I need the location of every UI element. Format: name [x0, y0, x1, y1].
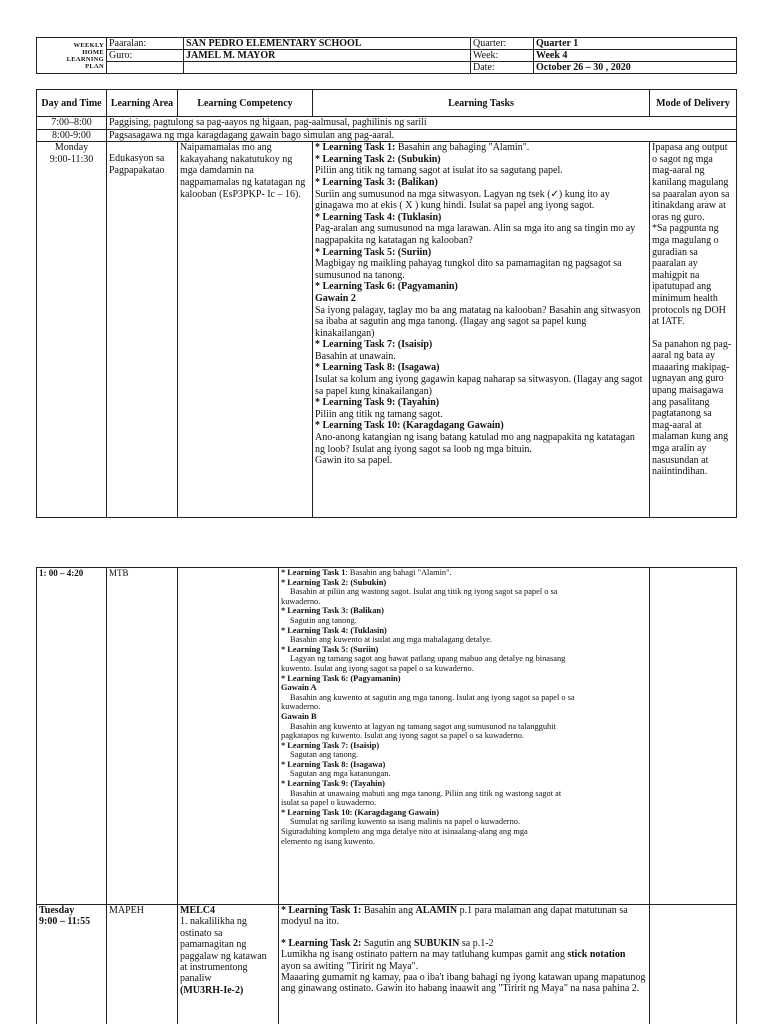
- task-line: [281, 731, 647, 741]
- task-line: [281, 798, 647, 808]
- task-text: Siguraduhing kompleto ang mga detalye nito at isinaalang-alang ang mga: [281, 827, 528, 837]
- mtb-time-cell: 1: 00 – 4:20: [37, 568, 107, 905]
- task-line: [315, 247, 647, 259]
- col-header-area: Learning Area: [107, 90, 178, 117]
- task-title: * Learning Task 1:: [315, 142, 396, 154]
- task-line: [315, 397, 647, 409]
- plan-title: WEEKLY HOME LEARNING PLAN: [37, 38, 107, 74]
- schedule-table: [36, 89, 737, 518]
- task-title: * Learning Task 2: (Subukin): [315, 153, 441, 165]
- task-line: [315, 339, 647, 351]
- task-text: Piliin ang titik ng tamang sagot.: [315, 408, 443, 420]
- guro-label: Guro:: [107, 50, 184, 62]
- task-text: Piliin ang titik ng tamang sagot at isulat ito sa sagutang papel.: [315, 165, 563, 177]
- quarter-value: Quarter 1: [534, 38, 737, 50]
- week-label: Week:: [471, 50, 534, 62]
- activity-cell: Paggising, pagtulong sa pag-aayos ng higaan, pag-aalmusal, paghilinis ng sarili: [107, 117, 737, 130]
- task-line: [315, 189, 647, 212]
- task-title: Gawain 2: [315, 292, 356, 304]
- task-line: [315, 420, 647, 432]
- task-title: * Learning Task 8: (Isagawa): [315, 362, 440, 374]
- day-label: Monday: [54, 142, 89, 154]
- learning-tasks-cell: [313, 142, 650, 518]
- tue-competency-cell: MELC4 1. nakalilikha ng ostinato sa pamamagitan ng paggalaw ng katawan at instrumentong panaliw (MU3RH-Ie-2): [178, 905, 279, 1024]
- task-text: kuwento. Isulat ang iyong sagot sa papel o sa kuwaderno.: [281, 663, 474, 673]
- empty-cell: [650, 568, 737, 905]
- competency-cell: Naipamamalas mo ang kakayahang nakatutukoy ng mga damdamin na nagpamamalas ng katatagan ng kalooban (EsP3PKP- Ic – 16).: [178, 142, 313, 518]
- empty-cell: [184, 62, 471, 74]
- task-line: [281, 587, 647, 597]
- monday-time-cell: [37, 142, 107, 518]
- task-line: [315, 362, 647, 374]
- task-text: Gawin ito sa papel.: [315, 455, 393, 467]
- task-text: Basahin at unawain.: [315, 350, 396, 362]
- task-title: * Learning Task 1: [281, 568, 346, 577]
- task-text: Pag-aralan ang sumusunod na mga larawan. Alin sa mga ito ang sa tingin mo ay nagpapakita ng katatagan ng kalooban?: [315, 223, 636, 246]
- paaralan-label: Paaralan:: [107, 38, 184, 50]
- tuesday-time-cell: Tuesday 9:00 – 11:55: [37, 905, 107, 1024]
- task-text: Ano-anong katangian ng isang batang katulad mo ang nagpapakita ng katatagan ng loob? Isulat ang iyong sagot sa loob ng mga bituin.: [315, 432, 635, 455]
- task-text: isulat sa papel o kuwaderno.: [281, 798, 377, 808]
- task-line: [281, 789, 647, 799]
- task-text: kuwaderno.: [281, 596, 321, 606]
- task-line: [281, 597, 647, 607]
- task-title: Gawain A: [281, 683, 317, 693]
- task-line: [315, 177, 647, 189]
- task-title: * Learning Task 4: (Tuklasin): [315, 211, 442, 223]
- task-title: * Learning Task 4: (Tuklasin): [281, 625, 387, 635]
- col-header-day: Day and Time: [37, 90, 107, 117]
- header-table: [36, 37, 737, 74]
- tue-area-cell: MAPEH: [107, 905, 178, 1024]
- task-text: Suriin ang sumusunod na mga sitwasyon. Lagyan ng tsek (✓) kung ito ay ginagawa mo at ekis ( X ) kung hindi. Isulat sa papel ang iyong sagot.: [315, 188, 610, 212]
- schedule-table-continued: [36, 567, 737, 1024]
- task-line: [281, 606, 647, 616]
- task-text: Basahin at piliin ang wastong sagot. Isulat ang titik ng iyong sagot sa papel o sa: [290, 587, 558, 597]
- empty-cell: [650, 905, 737, 1024]
- task-line: [281, 837, 647, 847]
- task-title: * Learning Task 10: (Karagdagang Gawain): [315, 420, 504, 432]
- task-line: [281, 578, 647, 588]
- task-text: kuwaderno.: [281, 702, 321, 712]
- task-line: [315, 281, 647, 293]
- task-title: * Learning Task 7: (Isaisip): [281, 740, 380, 750]
- task-title: * Learning Task 5: (Suriin): [281, 644, 379, 654]
- task-text: Sagutin ang tanong.: [290, 615, 357, 625]
- task-line: [281, 808, 647, 818]
- task-title: * Learning Task 6: (Pagyamanin): [281, 673, 401, 683]
- activity-cell: Pagsasagawa ng mga karagdagang gawain bago simulan ang pag-aaral.: [107, 129, 737, 142]
- col-header-competency: Learning Competency: [178, 90, 313, 117]
- task-line: [315, 374, 647, 397]
- date-value: October 26 – 30 , 2020: [534, 62, 737, 74]
- task-text: Sumulat ng sariling kuwento sa isang malinis na papel o kuwaderno.: [290, 817, 521, 827]
- task-line: [281, 626, 647, 636]
- task-text: Basahin at unawaing mabuti ang mga tanong. Piliin ang titik ng wastong sagot at: [290, 788, 562, 798]
- task-text: Basahin ang bahaging "Alamin".: [395, 142, 530, 154]
- task-line: [281, 722, 647, 732]
- task-text: Basahin ang kuwento at lagyan ng tamang sagot ang sumusunod na talangguhit: [290, 721, 556, 731]
- task-line: [281, 645, 647, 655]
- guro-value: JAMEL M. MAYOR: [184, 50, 471, 62]
- task-line: [281, 741, 647, 751]
- task-title: * Learning Task 3: (Balikan): [281, 606, 384, 616]
- task-text: Magbigay ng maikling pahayag tungkol dito sa pamamagitan ng pagsagot sa sumusunod na tanong.: [315, 258, 622, 281]
- delivery-cell: Ipapasa ang output o sagot ng mga mag-aaral ng kanilang magulang sa paaralan ayon sa itinakdang araw at oras ng guro. *Sa pagpunta ng mga magulang o guradian sa paaralan ay mahigpit na ipatutupad ang minimum health protocols ng DOH at IATF. Sa panahon ng pag-aaral ng bata ay maaaring makipag-ugnayan ang guro upang maisagawa ang pasalitang pagtatanong sa mag-aaral at malaman kung ang mga aralin ay nasusundan at naiintindihan.: [650, 142, 737, 518]
- task-text: Basahin ang kuwento at sagutin ang mga tanong. Isulat ang iyong sagot sa papel o sa: [290, 692, 575, 702]
- task-line: [281, 702, 647, 712]
- task-text: Sa iyong palagay, taglay mo ba ang matatag na kalooban? Basahin ang sitwasyon sa ibaba at sagutin ang mga tanong. (Ilagay ang sagot sa papel kung kinakailangan): [315, 304, 641, 339]
- task-text: elemento ng isang kuwento.: [281, 836, 375, 846]
- col-header-tasks: Learning Tasks: [313, 90, 650, 117]
- task-title: Gawain B: [281, 711, 317, 721]
- task-line: [281, 664, 647, 674]
- time-cell: 7:00–8:00: [37, 117, 107, 130]
- task-title: * Learning Task 7: (Isaisip): [315, 339, 433, 351]
- task-text: Sagutan ang tanong.: [290, 750, 359, 760]
- task-line: [315, 351, 647, 363]
- task-line: [315, 455, 647, 467]
- date-label: Date:: [471, 62, 534, 74]
- task-line: [315, 409, 647, 421]
- task-title: * Learning Task 2: (Subukin): [281, 577, 387, 587]
- task-line: [315, 142, 647, 154]
- task-line: [315, 258, 647, 281]
- task-title: * Learning Task 9: (Tayahin): [315, 397, 440, 409]
- mtb-area-cell: MTB: [107, 568, 178, 905]
- learning-area-cell: Edukasyon sa Pagpapakatao: [107, 142, 178, 518]
- task-line: [281, 683, 647, 693]
- task-line: [281, 616, 647, 626]
- time-cell: 8:00-9:00: [37, 129, 107, 142]
- tue-tasks-cell: * Learning Task 1: Basahin ang ALAMIN p.1 para malaman ang dapat matutunan sa modyul na ito. * Learning Task 2: Sagutin ang SUBUKIN sa p.1-2 Lumikha ng isang ostinato pattern na may tatluhang kumpas gamit ang stick notation ayon sa awiting "Tiririt ng Maya". Maaaring gumamit ng kamay, paa o iba't ibang bahagi ng iyong katawan upang mapatunog ang ginawang ostinato. Gawin ito habang inaawit ang "Tiririt ng Maya" na nasa pahina 2.: [279, 905, 650, 1024]
- task-line: [315, 305, 647, 340]
- task-text: Sagutan ang mga katanungan.: [290, 769, 391, 779]
- task-line: [315, 165, 647, 177]
- task-title: * Learning Task 3: (Balikan): [315, 176, 438, 188]
- task-title: * Learning Task 6: (Pagyamanin): [315, 281, 458, 293]
- task-text: pagkatapos ng kuwento. Isulat ang iyong sagot sa papel o sa kuwaderno.: [281, 731, 525, 741]
- task-text: Lagyan ng tamang sagot ang bawat patlang upang mabuo ang detalye ng binasang: [290, 654, 566, 664]
- week-value: Week 4: [534, 50, 737, 62]
- task-title: * Learning Task 5: (Suriin): [315, 246, 432, 258]
- task-line: [281, 693, 647, 703]
- task-line: [281, 827, 647, 837]
- task-text: : Basahin ang bahagi "Alamin".: [345, 568, 452, 577]
- task-title: * Learning Task 10: (Karagdagang Gawain): [281, 807, 439, 817]
- task-title: * Learning Task 9: (Tayahin): [281, 779, 385, 789]
- task-line: [281, 712, 647, 722]
- task-line: [281, 760, 647, 770]
- task-text: Isulat sa kolum ang iyong gagawin kapag naharap sa sitwasyon. (Ilagay ang sagot sa papel kung kinakailangan): [315, 374, 643, 397]
- task-line: [281, 568, 647, 578]
- mtb-tasks-cell: [279, 568, 650, 905]
- paaralan-value: SAN PEDRO ELEMENTARY SCHOOL: [184, 38, 471, 50]
- task-line: [315, 223, 647, 246]
- task-line: [315, 432, 647, 455]
- task-line: [281, 779, 647, 789]
- task-line: [281, 674, 647, 684]
- task-title: * Learning Task 8: (Isagawa): [281, 759, 386, 769]
- task-line: [315, 154, 647, 166]
- task-line: [281, 635, 647, 645]
- empty-cell: [178, 568, 279, 905]
- empty-cell: [107, 62, 184, 74]
- task-text: Basahin ang kuwento at isulat ang mga mahalagang detalye.: [290, 635, 493, 645]
- quarter-label: Quarter:: [471, 38, 534, 50]
- task-line: [281, 654, 647, 664]
- task-line: [315, 293, 647, 305]
- task-line: [281, 750, 647, 760]
- task-line: [281, 769, 647, 779]
- col-header-delivery: Mode of Delivery: [650, 90, 737, 117]
- task-line: [315, 212, 647, 224]
- time-label: 9:00-11:30: [49, 153, 94, 165]
- task-line: [281, 817, 647, 827]
